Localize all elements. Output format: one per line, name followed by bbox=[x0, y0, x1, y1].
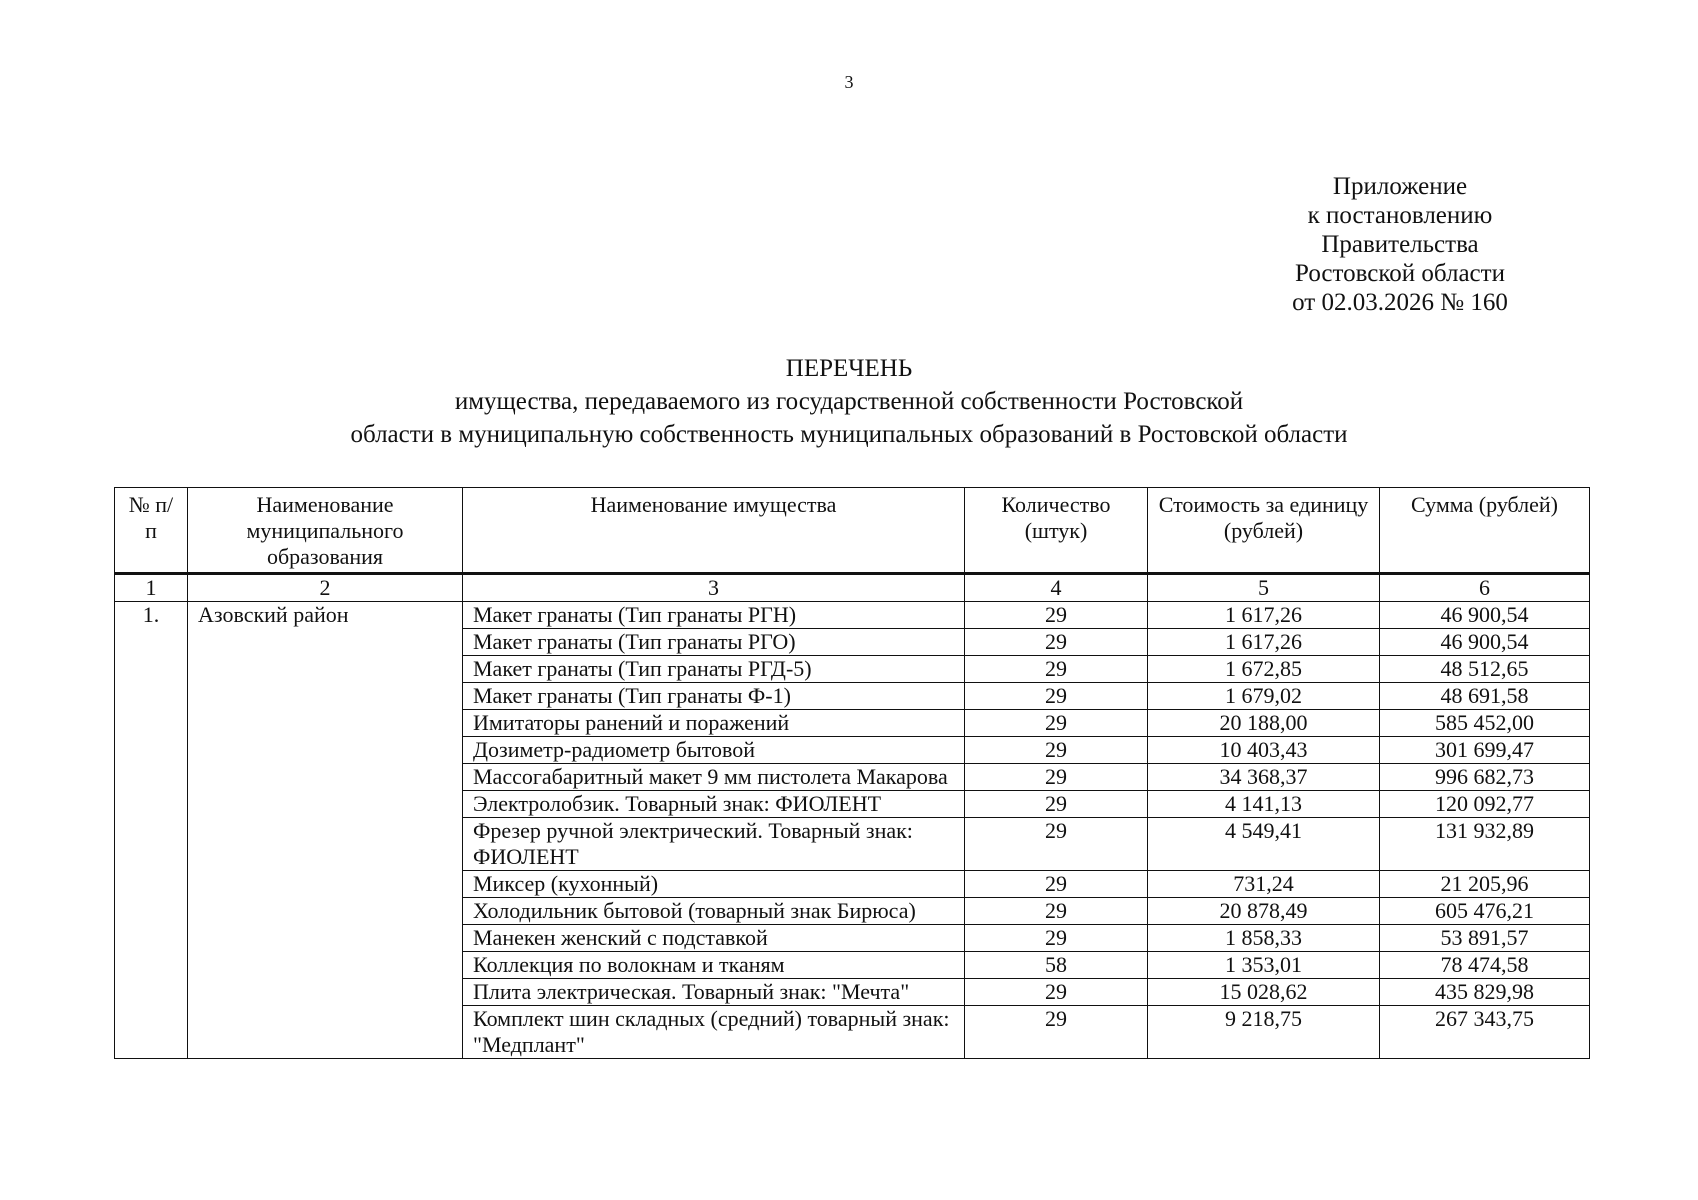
quantity-cell: 29 bbox=[965, 683, 1148, 710]
unit-cost-cell: 1 858,33 bbox=[1148, 925, 1380, 952]
sum-cell: 48 691,58 bbox=[1380, 683, 1590, 710]
property-name: Макет гранаты (Тип гранаты РГН) bbox=[463, 602, 965, 629]
sum-cell: 267 343,75 bbox=[1380, 1006, 1590, 1059]
column-number: 3 bbox=[463, 574, 965, 602]
column-number: 4 bbox=[965, 574, 1148, 602]
unit-cost-cell: 15 028,62 bbox=[1148, 979, 1380, 1006]
sum-cell: 53 891,57 bbox=[1380, 925, 1590, 952]
header-unit-cost: Стоимость за единицу (рублей) bbox=[1148, 488, 1380, 574]
sum-cell: 46 900,54 bbox=[1380, 602, 1590, 629]
quantity-cell: 29 bbox=[965, 737, 1148, 764]
appendix-line: от 02.03.2026 № 160 bbox=[1292, 289, 1508, 316]
unit-cost-cell: 1 672,85 bbox=[1148, 656, 1380, 683]
header-quantity: Количество (штук) bbox=[965, 488, 1148, 574]
property-name: Макет гранаты (Тип гранаты РГД-5) bbox=[463, 656, 965, 683]
property-name: Фрезер ручной электрический. Товарный знак: ФИОЛЕНТ bbox=[463, 818, 965, 871]
sum-cell: 605 476,21 bbox=[1380, 898, 1590, 925]
appendix-line: Приложение bbox=[1332, 173, 1468, 200]
column-number-row bbox=[115, 574, 1590, 602]
quantity-cell: 29 bbox=[965, 871, 1148, 898]
column-number: 1 bbox=[115, 574, 188, 602]
property-name: Коллекция по волокнам и тканям bbox=[463, 952, 965, 979]
title-line: области в муниципальную собственность муниципальных образований в Ростовской области bbox=[350, 421, 1348, 448]
unit-cost-cell: 1 353,01 bbox=[1148, 952, 1380, 979]
title-line: имущества, передаваемого из государственной собственности Ростовской bbox=[454, 388, 1244, 415]
column-number: 6 bbox=[1380, 574, 1590, 602]
quantity-cell: 29 bbox=[965, 710, 1148, 737]
column-number: 2 bbox=[188, 574, 463, 602]
table-row bbox=[115, 602, 1590, 629]
property-name: Плита электрическая. Товарный знак: "Мечта" bbox=[463, 979, 965, 1006]
unit-cost-cell: 10 403,43 bbox=[1148, 737, 1380, 764]
sum-cell: 435 829,98 bbox=[1380, 979, 1590, 1006]
property-name: Макет гранаты (Тип гранаты РГО) bbox=[463, 629, 965, 656]
sum-cell: 21 205,96 bbox=[1380, 871, 1590, 898]
appendix-line: Ростовской области bbox=[1295, 260, 1505, 287]
quantity-cell: 29 bbox=[965, 898, 1148, 925]
property-table bbox=[114, 487, 1590, 1059]
unit-cost-cell: 1 617,26 bbox=[1148, 629, 1380, 656]
appendix-line: Правительства bbox=[1321, 231, 1479, 258]
property-name: Холодильник бытовой (товарный знак Бирюса) bbox=[463, 898, 965, 925]
header-property: Наименование имущества bbox=[463, 488, 965, 574]
quantity-cell: 29 bbox=[965, 656, 1148, 683]
quantity-cell: 29 bbox=[965, 979, 1148, 1006]
property-name: Макет гранаты (Тип гранаты Ф-1) bbox=[463, 683, 965, 710]
header-municipality: Наименование муниципального образования bbox=[188, 488, 463, 574]
property-name: Миксер (кухонный) bbox=[463, 871, 965, 898]
appendix-block bbox=[1230, 172, 1570, 317]
appendix-line: к постановлению bbox=[1307, 202, 1493, 229]
unit-cost-cell: 9 218,75 bbox=[1148, 1006, 1380, 1059]
column-number: 5 bbox=[1148, 574, 1380, 602]
quantity-cell: 29 bbox=[965, 791, 1148, 818]
unit-cost-cell: 4 141,13 bbox=[1148, 791, 1380, 818]
quantity-cell: 29 bbox=[965, 629, 1148, 656]
sum-cell: 120 092,77 bbox=[1380, 791, 1590, 818]
sum-cell: 131 932,89 bbox=[1380, 818, 1590, 871]
quantity-cell: 58 bbox=[965, 952, 1148, 979]
row-number: 1. bbox=[115, 602, 188, 1059]
quantity-cell: 29 bbox=[965, 818, 1148, 871]
unit-cost-cell: 1 679,02 bbox=[1148, 683, 1380, 710]
unit-cost-cell: 20 878,49 bbox=[1148, 898, 1380, 925]
table-header-row bbox=[115, 488, 1590, 574]
unit-cost-cell: 34 368,37 bbox=[1148, 764, 1380, 791]
municipality-name: Азовский район bbox=[188, 602, 463, 1059]
quantity-cell: 29 bbox=[965, 1006, 1148, 1059]
sum-cell: 585 452,00 bbox=[1380, 710, 1590, 737]
unit-cost-cell: 20 188,00 bbox=[1148, 710, 1380, 737]
page-number: 3 bbox=[844, 72, 854, 92]
property-name: Имитаторы ранений и поражений bbox=[463, 710, 965, 737]
sum-cell: 78 474,58 bbox=[1380, 952, 1590, 979]
unit-cost-cell: 4 549,41 bbox=[1148, 818, 1380, 871]
unit-cost-cell: 731,24 bbox=[1148, 871, 1380, 898]
quantity-cell: 29 bbox=[965, 602, 1148, 629]
property-name: Дозиметр-радиометр бытовой bbox=[463, 737, 965, 764]
property-name: Массогабаритный макет 9 мм пистолета Макарова bbox=[463, 764, 965, 791]
sum-cell: 48 512,65 bbox=[1380, 656, 1590, 683]
unit-cost-cell: 1 617,26 bbox=[1148, 602, 1380, 629]
sum-cell: 301 699,47 bbox=[1380, 737, 1590, 764]
quantity-cell: 29 bbox=[965, 764, 1148, 791]
property-name: Электролобзик. Товарный знак: ФИОЛЕНТ bbox=[463, 791, 965, 818]
property-name: Манекен женский с подставкой bbox=[463, 925, 965, 952]
property-name: Комплект шин складных (средний) товарный знак: "Медплант" bbox=[463, 1006, 965, 1059]
header-num: № п/п bbox=[115, 488, 188, 574]
header-sum: Сумма (рублей) bbox=[1380, 488, 1590, 574]
document-title bbox=[0, 352, 1698, 451]
sum-cell: 46 900,54 bbox=[1380, 629, 1590, 656]
title-heading: ПЕРЕЧЕНЬ bbox=[785, 355, 913, 382]
quantity-cell: 29 bbox=[965, 925, 1148, 952]
sum-cell: 996 682,73 bbox=[1380, 764, 1590, 791]
